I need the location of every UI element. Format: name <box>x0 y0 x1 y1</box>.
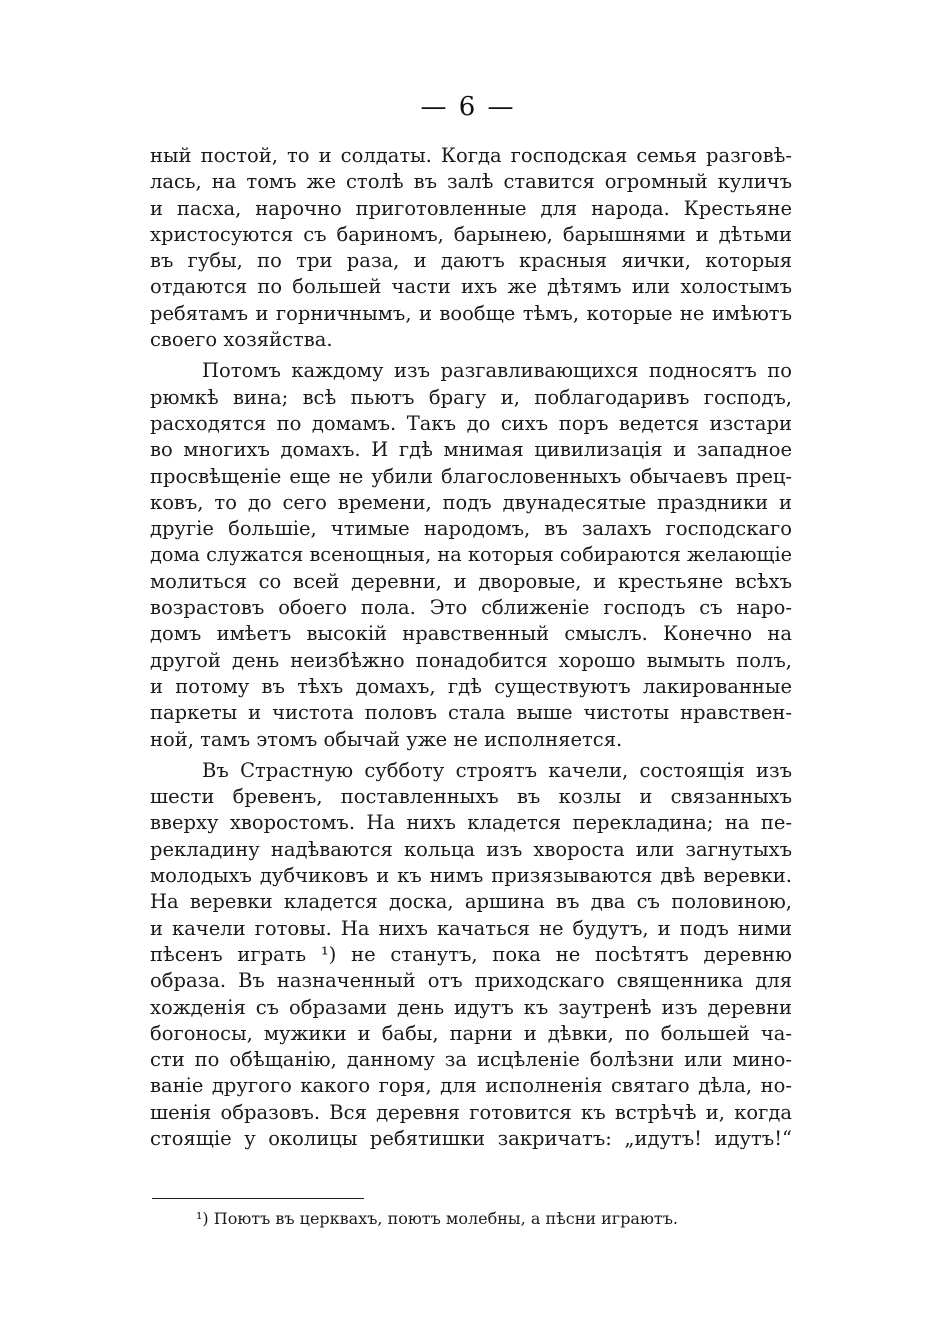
text-line: христосуются съ бариномъ, барынею, барышнями и дѣтьми <box>150 222 792 246</box>
text-line: молодыхъ дубчиковъ и къ нимъ призязываются двѣ веревки. <box>150 864 792 888</box>
footnote: ¹) Поютъ въ церквахъ, поютъ молебны, а пѣсни играютъ. <box>196 1209 679 1228</box>
text-line: Потомъ каждому изъ разгавливающихся подносятъ по <box>202 359 792 383</box>
text-line: шенія образовъ. Вся деревня готовится къ встрѣчѣ и, когда <box>150 1100 792 1124</box>
text-line: хожденія съ образами день идутъ къ заутренѣ изъ деревни <box>150 995 792 1019</box>
text-line: во многихъ домахъ. И гдѣ мнимая цивилизація и западное <box>150 438 792 462</box>
text-line: возрастовъ обоего пола. Это сближеніе господъ съ наро- <box>150 596 792 620</box>
page-number: — 6 — <box>420 92 516 122</box>
text-line: ваніе другого какого горя, для исполненія святаго дѣла, но- <box>150 1074 792 1098</box>
text-line: ковъ, то до сего времени, подъ двунадесятые праздники и <box>150 490 792 514</box>
text-line: другой день неизбѣжно понадобится хорошо вымыть полъ, <box>150 648 792 672</box>
text-line: ребятамъ и горничнымъ, и вообще тѣмъ, которые не имѣютъ <box>150 301 792 325</box>
text-line: ный постой, то и солдаты. Когда господская семья разговѣ- <box>150 144 792 167</box>
text-line: сти по обѣщанію, данному за исцѣленіе болѣзни или мино- <box>150 1048 792 1072</box>
text-line: образа. Въ назначенный отъ приходскаго священника для <box>150 969 792 993</box>
text-line: ной, тамъ этомъ обычай уже не исполняется. <box>150 727 623 751</box>
text-line: молиться со всей деревни, и дворовые, и крестьяне всѣхъ <box>150 569 792 593</box>
text-line: пѣсенъ играть ¹) не станутъ, пока не посѣтятъ деревню <box>150 942 792 966</box>
text-line: и пасха, нарочно приготовленные для народа. Крестьяне <box>150 196 792 220</box>
text-line: дома служатся всенощныя, на которыя собираются желающіе <box>150 543 792 567</box>
text-line: паркеты и чистота половъ стала выше чистоты нравствен- <box>150 701 792 725</box>
text-line: рекладину надѣваются кольца изъ хвороста или загнутыхъ <box>150 837 792 861</box>
text-line: отдаются по большей части ихъ же дѣтямъ или холостымъ <box>150 275 792 299</box>
text-line: домъ имѣетъ высокій нравственный смыслъ. Конечно на <box>150 622 792 646</box>
text-line: и потому въ тѣхъ домахъ, гдѣ существуютъ лакированные <box>150 674 792 698</box>
text-line: рюмкѣ вина; всѣ пьютъ брагу и, поблагодаривъ господъ, <box>150 385 792 409</box>
text-line: На веревки кладется доска, аршина въ два съ половиною, <box>150 890 792 914</box>
footnote-divider <box>152 1198 364 1199</box>
text-line: въ губы, по три раза, и даютъ красныя яички, которыя <box>150 249 792 273</box>
text-line: стоящіе у околицы ребятишки закричатъ: „идутъ! идутъ!“ <box>150 1126 792 1150</box>
text-line: шести бревенъ, поставленныхъ въ козлы и связанныхъ <box>150 785 792 809</box>
text-line: и качели готовы. На нихъ качаться не будутъ, и подъ ними <box>150 916 792 940</box>
body-text <box>150 143 792 1152</box>
text-line: лась, на томъ же столѣ въ залѣ ставится огромный куличъ <box>150 170 792 194</box>
text-line: другіе большіе, чтимые народомъ, въ залахъ господскаго <box>150 517 792 541</box>
text-line: Въ Страстную субботу строятъ качели, состоящія изъ <box>202 758 792 782</box>
text-line: расходятся по домамъ. Такъ до сихъ поръ ведется изстари <box>150 411 792 435</box>
text-line: просвѣщеніе еще не убили благословенныхъ обычаевъ прец- <box>150 464 792 488</box>
text-line: вверху хворостомъ. На нихъ кладется перекладина; на пе- <box>150 811 792 835</box>
text-line: своего хозяйства. <box>150 328 333 352</box>
text-line: богоносы, мужики и бабы, парни и дѣвки, по большей ча- <box>150 1021 792 1045</box>
